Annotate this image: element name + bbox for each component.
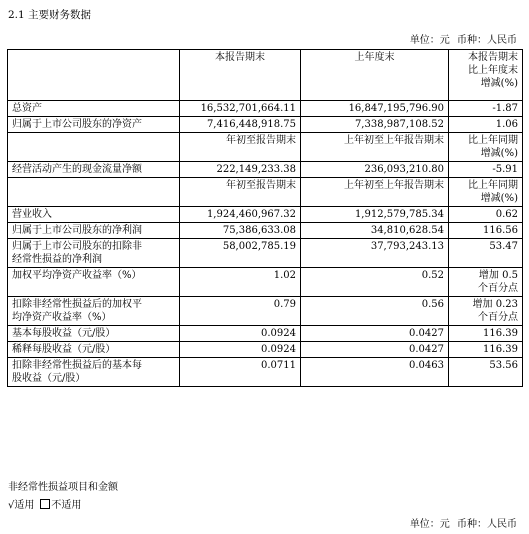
table-row bbox=[8, 342, 523, 358]
row-label: 归属于上市公司股东的净资产 bbox=[8, 117, 180, 133]
row-label: 经营活动产生的现金流量净额 bbox=[8, 162, 180, 178]
row-label bbox=[8, 223, 180, 239]
row-change-line: 增加 0.23 bbox=[472, 299, 518, 310]
subheader-row bbox=[8, 178, 523, 207]
row-change bbox=[449, 239, 523, 268]
row-change-line: 116.56 bbox=[483, 225, 518, 236]
row-current: 0.0924 bbox=[180, 342, 301, 358]
row-label bbox=[8, 207, 180, 223]
row-current: 16,532,701,664.11 bbox=[180, 101, 301, 117]
unit-label: 单位：元 bbox=[409, 519, 450, 530]
row-current: 0.79 bbox=[180, 297, 301, 326]
row-current: 0.0711 bbox=[180, 358, 301, 387]
row-change-line: 53.47 bbox=[489, 241, 518, 252]
row-label-line: 扣除非经常性损益后的加权平 bbox=[12, 299, 142, 310]
row-current: 222,149,233.38 bbox=[180, 162, 301, 178]
row-change bbox=[449, 358, 523, 387]
row-change-line: 116.39 bbox=[483, 328, 518, 339]
row-prev: 1,912,579,785.34 bbox=[301, 207, 449, 223]
subheader-current: 年初至报告期末 bbox=[180, 133, 301, 162]
row-prev: 0.56 bbox=[301, 297, 449, 326]
section-title: 2.1 主要财务数据 bbox=[8, 9, 92, 21]
row-prev: 16,847,195,796.90 bbox=[301, 101, 449, 117]
row-label-line: 营业收入 bbox=[12, 209, 52, 220]
header-current: 本报告期末 bbox=[180, 50, 301, 101]
subheader-change-line: 增减(%) bbox=[480, 193, 518, 204]
subheader-change-line: 比上年同期 bbox=[468, 135, 518, 146]
check-mark-icon: √ bbox=[8, 500, 15, 511]
row-prev: 236,093,210.80 bbox=[301, 162, 449, 178]
row-label bbox=[8, 326, 180, 342]
subheader-empty-cell bbox=[8, 133, 180, 162]
row-change bbox=[449, 223, 523, 239]
header-prev: 上年度末 bbox=[301, 50, 449, 101]
row-current: 58,002,785.19 bbox=[180, 239, 301, 268]
row-change: 1.06 bbox=[449, 117, 523, 133]
table-row bbox=[8, 162, 523, 178]
income-rows bbox=[8, 207, 523, 387]
unit-line-2 bbox=[406, 515, 517, 530]
row-label-line: 基本每股收益（元/股） bbox=[12, 328, 116, 339]
table-row bbox=[8, 297, 523, 326]
table-row bbox=[8, 101, 523, 117]
row-label bbox=[8, 268, 180, 297]
currency-label: 币种：人民币 bbox=[457, 519, 517, 530]
row-label bbox=[8, 342, 180, 358]
row-label-line: 稀释每股收益（元/股） bbox=[12, 344, 116, 355]
row-change bbox=[449, 297, 523, 326]
table-row bbox=[8, 239, 523, 268]
row-label-line: 股收益（元/股） bbox=[12, 373, 86, 384]
row-current: 1.02 bbox=[180, 268, 301, 297]
row-label: 总资产 bbox=[8, 101, 180, 117]
row-prev: 7,338,987,108.52 bbox=[301, 117, 449, 133]
row-change: -5.91 bbox=[449, 162, 523, 178]
row-label-line: 均净资产收益率（%） bbox=[12, 312, 112, 323]
row-change-line: 个百分点 bbox=[478, 283, 518, 294]
row-prev: 37,793,243.13 bbox=[301, 239, 449, 268]
row-change bbox=[449, 326, 523, 342]
table-row bbox=[8, 207, 523, 223]
header-change bbox=[449, 50, 523, 101]
row-change bbox=[449, 342, 523, 358]
applicable-options bbox=[8, 496, 81, 511]
applicable-label: 适用 bbox=[14, 500, 35, 511]
table-row bbox=[8, 268, 523, 297]
row-prev: 0.0427 bbox=[301, 342, 449, 358]
row-current: 75,386,633.08 bbox=[180, 223, 301, 239]
subheader-current: 年初至报告期末 bbox=[180, 178, 301, 207]
row-label bbox=[8, 239, 180, 268]
row-change bbox=[449, 207, 523, 223]
row-label bbox=[8, 358, 180, 387]
header-change-line: 本报告期末 bbox=[468, 52, 518, 63]
row-change-line: 53.56 bbox=[489, 360, 518, 371]
row-change-line: 116.39 bbox=[483, 344, 518, 355]
subheader-change-line: 增减(%) bbox=[480, 148, 518, 159]
row-prev: 34,810,628.54 bbox=[301, 223, 449, 239]
unit-label: 单位：元 bbox=[409, 35, 450, 46]
non-recurring-title: 非经常性损益项目和金额 bbox=[8, 482, 118, 493]
header-change-line: 比上年度末 bbox=[468, 65, 518, 76]
row-change-line: 增加 0.5 bbox=[478, 270, 518, 281]
row-prev: 0.52 bbox=[301, 268, 449, 297]
not-applicable-label: 不适用 bbox=[51, 500, 82, 511]
row-current: 7,416,448,918.75 bbox=[180, 117, 301, 133]
row-label bbox=[8, 297, 180, 326]
subheader-change bbox=[449, 133, 523, 162]
subheader-row bbox=[8, 133, 523, 162]
row-change-line: 个百分点 bbox=[478, 312, 518, 323]
subheader-change-line: 比上年同期 bbox=[468, 180, 518, 191]
subheader-prev: 上年初至上年报告期末 bbox=[301, 178, 449, 207]
row-label-line: 经常性损益的净利润 bbox=[12, 254, 102, 265]
financial-data-table bbox=[7, 49, 523, 387]
subheader-change bbox=[449, 178, 523, 207]
row-prev: 0.0427 bbox=[301, 326, 449, 342]
row-label-line: 加权平均净资产收益率（%） bbox=[12, 270, 142, 281]
row-change: -1.87 bbox=[449, 101, 523, 117]
row-change-line: 0.62 bbox=[495, 209, 518, 220]
subheader-empty-cell bbox=[8, 178, 180, 207]
unchecked-box-icon bbox=[40, 499, 50, 509]
table-row bbox=[8, 358, 523, 387]
header-empty-cell bbox=[8, 50, 180, 101]
row-label-line: 扣除非经常性损益后的基本每 bbox=[12, 360, 142, 371]
subheader-prev: 上年初至上年报告期末 bbox=[301, 133, 449, 162]
row-label-line: 归属于上市公司股东的扣除非 bbox=[12, 241, 142, 252]
table-row bbox=[8, 223, 523, 239]
row-label-line: 归属于上市公司股东的净利润 bbox=[12, 225, 142, 236]
table-row bbox=[8, 117, 523, 133]
table-header-row bbox=[8, 50, 523, 101]
table-row bbox=[8, 326, 523, 342]
row-current: 1,924,460,967.32 bbox=[180, 207, 301, 223]
currency-label: 币种：人民币 bbox=[457, 35, 517, 46]
unit-line bbox=[406, 31, 517, 46]
row-current: 0.0924 bbox=[180, 326, 301, 342]
row-change bbox=[449, 268, 523, 297]
header-change-line: 增减(%) bbox=[480, 78, 518, 89]
row-prev: 0.0463 bbox=[301, 358, 449, 387]
